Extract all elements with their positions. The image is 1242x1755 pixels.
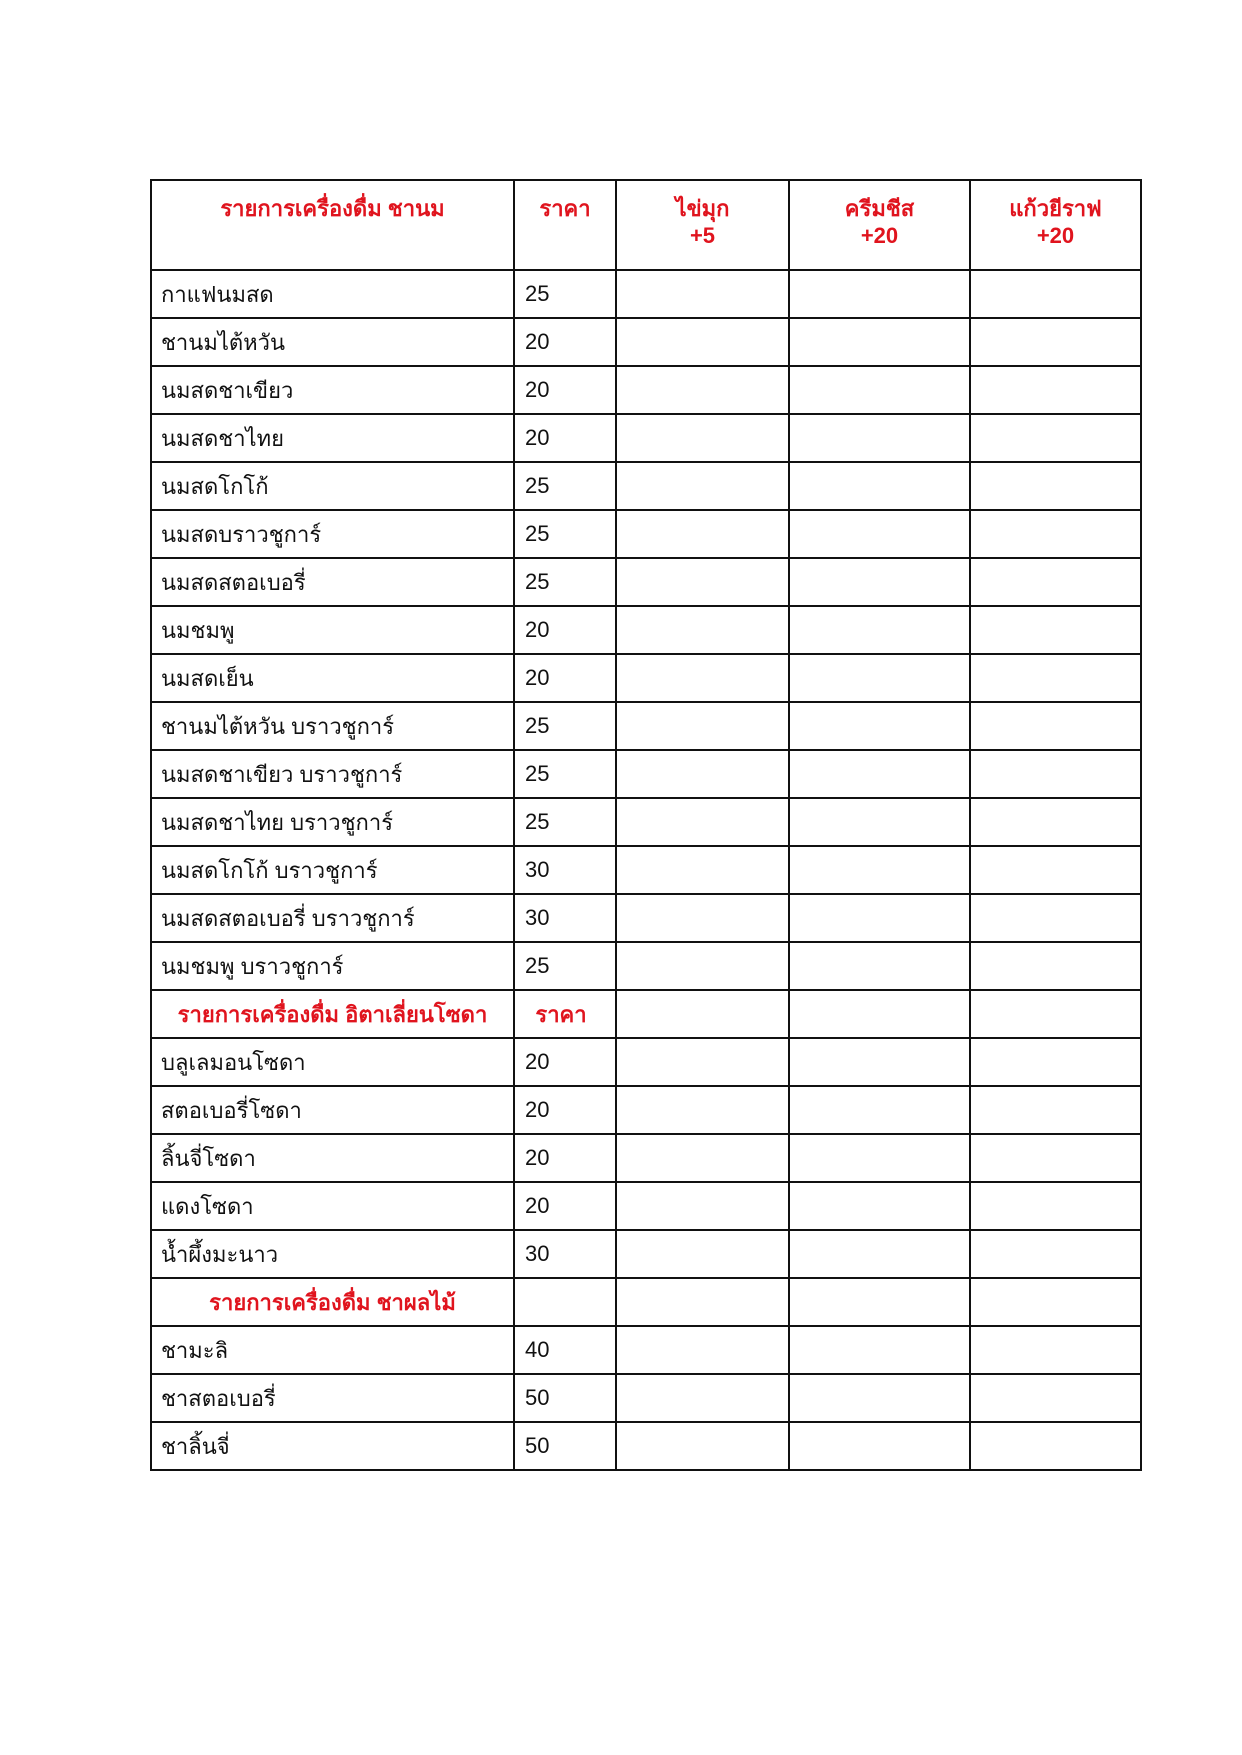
cream-cheese-cell xyxy=(789,1230,970,1278)
cream-cheese-cell xyxy=(789,942,970,990)
item-name: นมสดโกโก้ บราวชูการ์ xyxy=(151,846,514,894)
pearl-cell xyxy=(616,510,789,558)
pearl-cell xyxy=(616,654,789,702)
cream-cheese-cell xyxy=(789,1422,970,1470)
pearl-cell xyxy=(616,414,789,462)
table-row xyxy=(151,894,1141,942)
item-price: 20 xyxy=(514,1086,616,1134)
giraffe-cup-cell xyxy=(970,894,1141,942)
cream-cheese-cell xyxy=(789,318,970,366)
topping-price: +5 xyxy=(689,223,716,248)
giraffe-cup-cell xyxy=(970,702,1141,750)
cream-cheese-cell xyxy=(789,990,970,1038)
item-name: นมสดโกโก้ xyxy=(151,462,514,510)
header-topping-pearl xyxy=(616,180,789,270)
section-price-label xyxy=(514,1278,616,1326)
giraffe-cup-cell xyxy=(970,990,1141,1038)
cream-cheese-cell xyxy=(789,798,970,846)
giraffe-cup-cell xyxy=(970,1134,1141,1182)
item-name: แดงโซดา xyxy=(151,1182,514,1230)
cream-cheese-cell xyxy=(789,1038,970,1086)
item-name: นมสดชาไทย xyxy=(151,414,514,462)
pearl-cell xyxy=(616,942,789,990)
topping-price: +20 xyxy=(1036,223,1075,248)
giraffe-cup-cell xyxy=(970,1326,1141,1374)
cream-cheese-cell xyxy=(789,1182,970,1230)
giraffe-cup-cell xyxy=(970,606,1141,654)
item-price: 20 xyxy=(514,414,616,462)
cream-cheese-cell xyxy=(789,1134,970,1182)
item-name: สตอเบอรี่โซดา xyxy=(151,1086,514,1134)
giraffe-cup-cell xyxy=(970,1278,1141,1326)
table-row xyxy=(151,1086,1141,1134)
pearl-cell xyxy=(616,1326,789,1374)
table-row xyxy=(151,558,1141,606)
table-row xyxy=(151,462,1141,510)
item-name: นมสดบราวชูการ์ xyxy=(151,510,514,558)
giraffe-cup-cell xyxy=(970,846,1141,894)
cream-cheese-cell xyxy=(789,894,970,942)
header-milk-tea-title: รายการเครื่องดื่ม ชานม xyxy=(151,180,514,270)
item-name: ลิ้นจี่โซดา xyxy=(151,1134,514,1182)
cream-cheese-cell xyxy=(789,846,970,894)
item-price: 25 xyxy=(514,798,616,846)
header-topping-giraffe-cup xyxy=(970,180,1141,270)
cream-cheese-cell xyxy=(789,1326,970,1374)
cream-cheese-cell xyxy=(789,1086,970,1134)
pearl-cell xyxy=(616,750,789,798)
item-price: 25 xyxy=(514,558,616,606)
table-row xyxy=(151,798,1141,846)
item-name: นมชมพู xyxy=(151,606,514,654)
topping-price: +20 xyxy=(860,223,899,248)
giraffe-cup-cell xyxy=(970,462,1141,510)
pearl-cell xyxy=(616,798,789,846)
item-price: 50 xyxy=(514,1422,616,1470)
pearl-cell xyxy=(616,1086,789,1134)
giraffe-cup-cell xyxy=(970,270,1141,318)
item-name: ชาสตอเบอรี่ xyxy=(151,1374,514,1422)
section-header-row xyxy=(151,1278,1141,1326)
pearl-cell xyxy=(616,606,789,654)
table-row xyxy=(151,1326,1141,1374)
item-name: ชานมไต้หวัน บราวชูการ์ xyxy=(151,702,514,750)
giraffe-cup-cell xyxy=(970,942,1141,990)
pearl-cell xyxy=(616,990,789,1038)
pearl-cell xyxy=(616,1182,789,1230)
cream-cheese-cell xyxy=(789,366,970,414)
topping-name: แก้วยีราฟ xyxy=(1009,196,1102,221)
cream-cheese-cell xyxy=(789,606,970,654)
cream-cheese-cell xyxy=(789,1278,970,1326)
pearl-cell xyxy=(616,1374,789,1422)
table-row xyxy=(151,1134,1141,1182)
item-price: 30 xyxy=(514,1230,616,1278)
pearl-cell xyxy=(616,1038,789,1086)
pearl-cell xyxy=(616,702,789,750)
table-header-row xyxy=(151,180,1141,270)
item-price: 30 xyxy=(514,846,616,894)
table-row xyxy=(151,702,1141,750)
cream-cheese-cell xyxy=(789,462,970,510)
item-price: 20 xyxy=(514,366,616,414)
table-row xyxy=(151,414,1141,462)
item-price: 20 xyxy=(514,606,616,654)
cream-cheese-cell xyxy=(789,1374,970,1422)
cream-cheese-cell xyxy=(789,414,970,462)
giraffe-cup-cell xyxy=(970,798,1141,846)
cream-cheese-cell xyxy=(789,270,970,318)
giraffe-cup-cell xyxy=(970,1374,1141,1422)
pearl-cell xyxy=(616,1422,789,1470)
item-name: นมสดชาเขียว xyxy=(151,366,514,414)
drink-menu-table xyxy=(150,179,1142,1471)
item-price: 25 xyxy=(514,942,616,990)
table-row xyxy=(151,1038,1141,1086)
header-topping-cream-cheese xyxy=(789,180,970,270)
table-row xyxy=(151,1230,1141,1278)
giraffe-cup-cell xyxy=(970,1230,1141,1278)
section-title: รายการเครื่องดื่ม ชาผลไม้ xyxy=(151,1278,514,1326)
table-row xyxy=(151,942,1141,990)
table-row xyxy=(151,1422,1141,1470)
header-price: ราคา xyxy=(514,180,616,270)
giraffe-cup-cell xyxy=(970,1182,1141,1230)
item-name: กาแฟนมสด xyxy=(151,270,514,318)
pearl-cell xyxy=(616,894,789,942)
item-name: ชานมไต้หวัน xyxy=(151,318,514,366)
pearl-cell xyxy=(616,1278,789,1326)
item-name: ชาลิ้นจี่ xyxy=(151,1422,514,1470)
item-price: 20 xyxy=(514,1038,616,1086)
item-price: 25 xyxy=(514,702,616,750)
cream-cheese-cell xyxy=(789,654,970,702)
item-price: 30 xyxy=(514,894,616,942)
table-row xyxy=(151,1374,1141,1422)
giraffe-cup-cell xyxy=(970,510,1141,558)
item-name: นมสดเย็น xyxy=(151,654,514,702)
cream-cheese-cell xyxy=(789,558,970,606)
item-price: 50 xyxy=(514,1374,616,1422)
item-name: ชามะลิ xyxy=(151,1326,514,1374)
table-body xyxy=(151,270,1141,1470)
item-price: 20 xyxy=(514,318,616,366)
cream-cheese-cell xyxy=(789,510,970,558)
pearl-cell xyxy=(616,846,789,894)
giraffe-cup-cell xyxy=(970,1038,1141,1086)
pearl-cell xyxy=(616,318,789,366)
item-price: 20 xyxy=(514,1134,616,1182)
table-row xyxy=(151,366,1141,414)
item-price: 20 xyxy=(514,654,616,702)
table-row xyxy=(151,606,1141,654)
table-row xyxy=(151,654,1141,702)
pearl-cell xyxy=(616,270,789,318)
item-name: นมชมพู บราวชูการ์ xyxy=(151,942,514,990)
giraffe-cup-cell xyxy=(970,750,1141,798)
item-name: นมสดชาเขียว บราวชูการ์ xyxy=(151,750,514,798)
pearl-cell xyxy=(616,558,789,606)
item-price: 25 xyxy=(514,750,616,798)
giraffe-cup-cell xyxy=(970,1086,1141,1134)
item-name: นมสดสตอเบอรี่ บราวชูการ์ xyxy=(151,894,514,942)
item-price: 20 xyxy=(514,1182,616,1230)
section-title: รายการเครื่องดื่ม อิตาเลี่ยนโซดา xyxy=(151,990,514,1038)
cream-cheese-cell xyxy=(789,702,970,750)
item-price: 25 xyxy=(514,270,616,318)
item-name: บลูเลมอนโซดา xyxy=(151,1038,514,1086)
table-row xyxy=(151,318,1141,366)
table-row xyxy=(151,270,1141,318)
giraffe-cup-cell xyxy=(970,654,1141,702)
item-price: 40 xyxy=(514,1326,616,1374)
table-row xyxy=(151,1182,1141,1230)
cream-cheese-cell xyxy=(789,750,970,798)
section-header-row xyxy=(151,990,1141,1038)
item-name: นมสดชาไทย บราวชูการ์ xyxy=(151,798,514,846)
giraffe-cup-cell xyxy=(970,1422,1141,1470)
pearl-cell xyxy=(616,462,789,510)
section-price-label: ราคา xyxy=(514,990,616,1038)
table-row xyxy=(151,510,1141,558)
giraffe-cup-cell xyxy=(970,366,1141,414)
pearl-cell xyxy=(616,1230,789,1278)
pearl-cell xyxy=(616,366,789,414)
table-row xyxy=(151,846,1141,894)
table-row xyxy=(151,750,1141,798)
item-name: นมสดสตอเบอรี่ xyxy=(151,558,514,606)
item-price: 25 xyxy=(514,510,616,558)
giraffe-cup-cell xyxy=(970,558,1141,606)
giraffe-cup-cell xyxy=(970,414,1141,462)
topping-name: ไข่มุก xyxy=(675,196,730,221)
pearl-cell xyxy=(616,1134,789,1182)
topping-name: ครีมชีส xyxy=(844,196,915,221)
item-price: 25 xyxy=(514,462,616,510)
item-name: น้ำผึ้งมะนาว xyxy=(151,1230,514,1278)
giraffe-cup-cell xyxy=(970,318,1141,366)
